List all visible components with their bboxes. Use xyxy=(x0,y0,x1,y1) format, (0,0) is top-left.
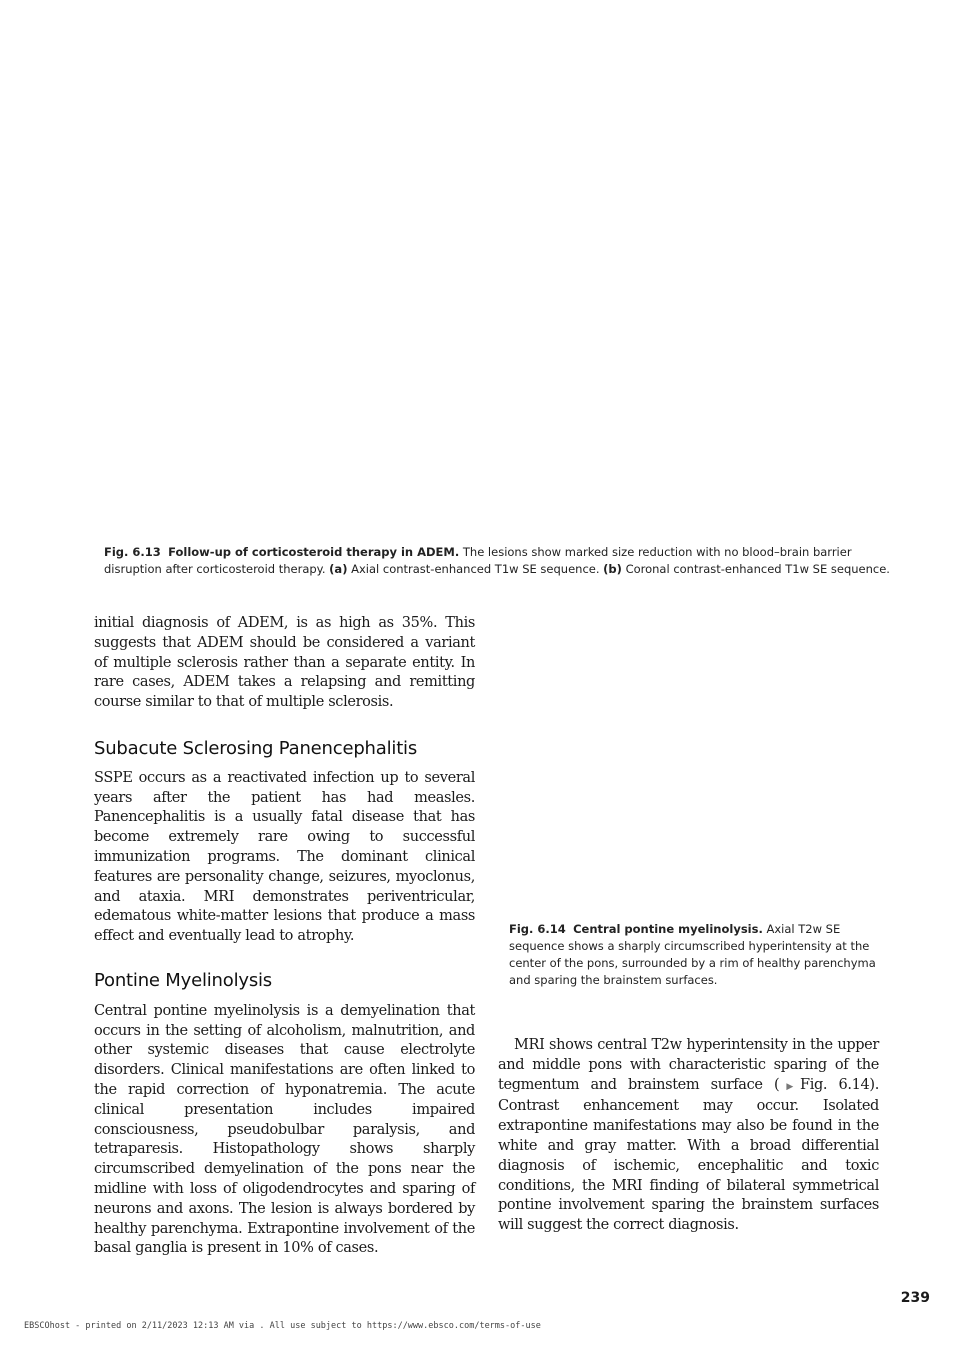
mri-text-start: MRI shows central T2w hyperintensity in the upper and middle pons with characteristic sparing of the tegmentum and brainstem surface ( xyxy=(498,1037,879,1093)
section-heading-sspe: Subacute Sclerosing Panencephalitis xyxy=(94,737,418,759)
figure-6-14-text: Axial T2w SE sequence shows a sharply circumscribed hyperintensity at the center of the pons, surrounded by a rim of healthy parenchyma and sparing the brainstem surfaces. xyxy=(509,922,876,987)
figure-reference-link[interactable]: Fig. 6.14 xyxy=(800,1076,870,1093)
section-heading-pontine-myelinolysis: Pontine Myelinolysis xyxy=(94,969,272,991)
right-column xyxy=(498,1036,879,1236)
figure-6-14-label: Fig. 6.14 xyxy=(509,922,566,936)
sspe-paragraph: SSPE occurs as a reactivated infection up to several years after the patient has had measles. Panencephalitis is a usually fatal disease that has become extremely rare owing to successful immunization programs. The dominant clinical features are personality change, seizures, myoclonus, and ataxia. MRI demonstrates periventricular, edematous white-matter lesions that produce a mass effect and eventually lead to atrophy. xyxy=(94,769,475,945)
figure-6-14-caption xyxy=(509,921,879,989)
figure-6-13-part-b: (b) xyxy=(603,562,622,576)
mri-text-end: ). Contrast enhancement may occur. Isolated extrapontine manifestations may also be found in the white and gray matter. With a broad differential diagnosis of ischemic, encephalitic and toxic conditions, the MRI finding of bilateral symmetrical pontine involvement sparing the brainstem surfaces will suggest the correct diagnosis. xyxy=(498,1076,879,1234)
intro-paragraph: initial diagnosis of ADEM, is as high as 35%. This suggests that ADEM should be considered a variant of multiple sclerosis rather than a separate entity. In rare cases, ADEM takes a relapsing and remitting course similar to that of multiple sclerosis. xyxy=(94,615,475,711)
figure-6-13-text: The lesions show marked size reduction with no blood–brain barrier disruption after corticosteroid therapy. xyxy=(104,545,852,576)
figure-6-13-text-b: Coronal contrast-enhanced T1w SE sequence. xyxy=(625,562,890,576)
figure-6-13-title: Follow-up of corticosteroid therapy in ADEM. xyxy=(168,545,460,559)
footer-notice: EBSCOhost - printed on 2/11/2023 12:13 AM via . All use subject to https://www.ebsco.com/terms-of-use xyxy=(24,1321,541,1331)
page-number: 239 xyxy=(900,1290,930,1306)
figure-reference-arrow-icon: ▶ xyxy=(779,1081,800,1092)
figure-6-14-title: Central pontine myelinolysis. xyxy=(573,922,763,936)
pontine-paragraph: Central pontine myelinolysis is a demyelination that occurs in the setting of alcoholism, malnutrition, and other systemic diseases that cause electrolyte disorders. Clinical manifestations are often linked to the rapid correction of hyponatremia. The acute clinical presentation includes impaired consciousness, pseudobulbar paralysis, and tetraparesis. Histopathology shows sharply circumscribed demyelination of the pons near the midline with loss of oligodendrocytes and sparing of neurons and axons. The lesion is always bordered by healthy parenchyma. Extrapontine involvement of the basal ganglia is present in 10% of cases. xyxy=(94,1002,475,1257)
figure-6-13-text-a: Axial contrast-enhanced T1w SE sequence. xyxy=(351,562,600,576)
figure-6-13-label: Fig. 6.13 xyxy=(104,545,161,559)
figure-6-13-part-a: (a) xyxy=(329,562,348,576)
mri-findings-paragraph xyxy=(498,1036,879,1236)
left-column xyxy=(94,614,475,1259)
figure-6-13-caption xyxy=(104,544,894,578)
